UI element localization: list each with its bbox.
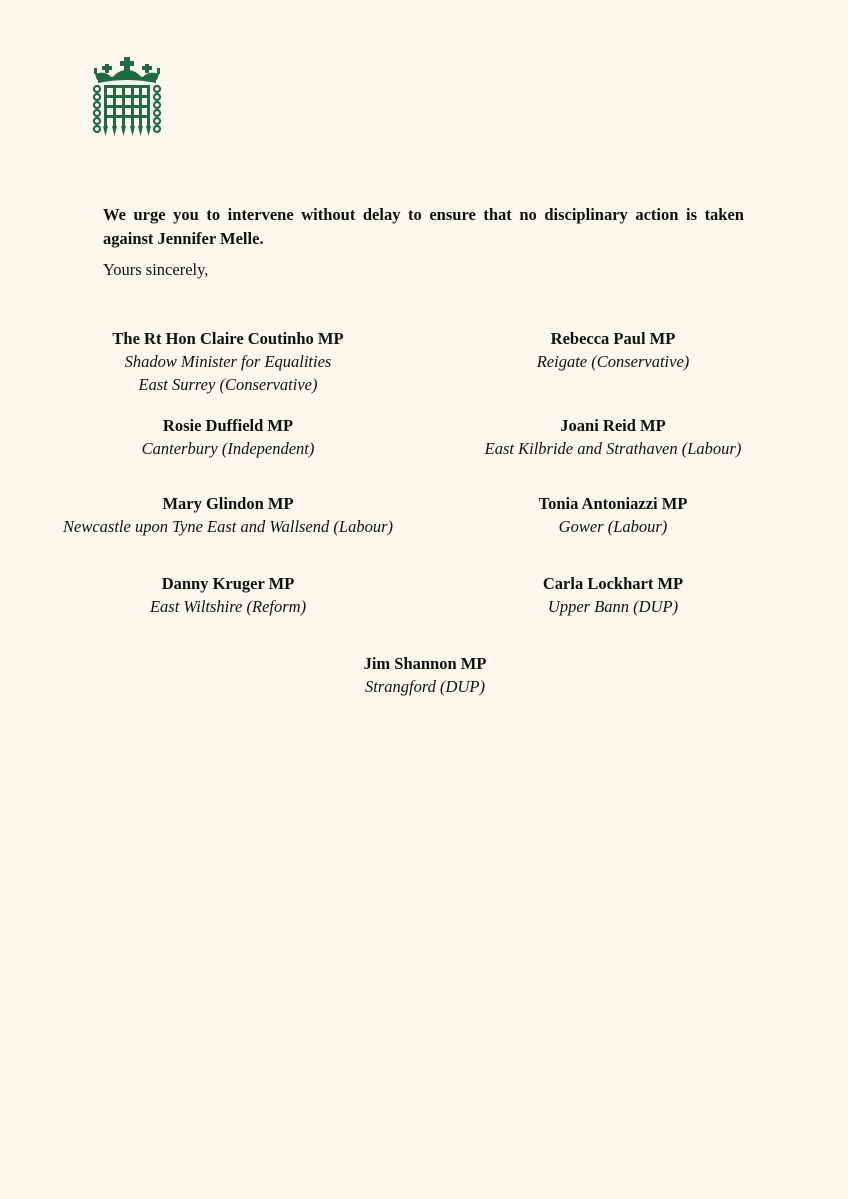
signatory-constituency: Upper Bann (DUP) xyxy=(547,597,679,616)
signatory-constituency: Newcastle upon Tyne East and Wallsend (Labour) xyxy=(63,517,393,536)
signatory-constituency: East Surrey (Conservative) xyxy=(138,375,318,394)
signatory-block xyxy=(413,327,813,373)
portcullis-crown-icon xyxy=(92,56,162,138)
signatory-block xyxy=(413,414,813,460)
urge-paragraph: We urge you to intervene without delay to ensure that no disciplinary action is taken against Jennifer Melle. xyxy=(103,205,744,248)
signatory-name: The Rt Hon Claire Coutinho MP xyxy=(112,329,344,348)
signatory-constituency: Strangford (DUP) xyxy=(365,677,485,696)
signatory-block xyxy=(225,652,625,698)
signatory-name: Jim Shannon MP xyxy=(363,654,487,673)
signatory-block xyxy=(28,327,428,396)
signatory-name: Joani Reid MP xyxy=(560,416,666,435)
signatory-name: Tonia Antoniazzi MP xyxy=(538,494,688,513)
signatory-name: Danny Kruger MP xyxy=(161,574,295,593)
signatory-block xyxy=(28,572,428,618)
signatory-block xyxy=(28,492,428,538)
signatory-constituency: East Wiltshire (Reform) xyxy=(149,597,307,616)
signatory-block xyxy=(413,492,813,538)
signatory-block xyxy=(28,414,428,460)
closing-salutation: Yours sincerely, xyxy=(103,260,209,279)
signatory-constituency: Gower (Labour) xyxy=(558,517,668,536)
signatory-constituency: Reigate (Conservative) xyxy=(536,352,690,371)
signatory-title: Shadow Minister for Equalities xyxy=(124,352,332,371)
signatory-block xyxy=(413,572,813,618)
signatory-constituency: East Kilbride and Strathaven (Labour) xyxy=(484,439,742,458)
signatory-name: Rebecca Paul MP xyxy=(550,329,676,348)
signatory-name: Carla Lockhart MP xyxy=(542,574,684,593)
signatory-constituency: Canterbury (Independent) xyxy=(141,439,315,458)
signatory-name: Mary Glindon MP xyxy=(162,494,294,513)
signatory-name: Rosie Duffield MP xyxy=(162,416,294,435)
